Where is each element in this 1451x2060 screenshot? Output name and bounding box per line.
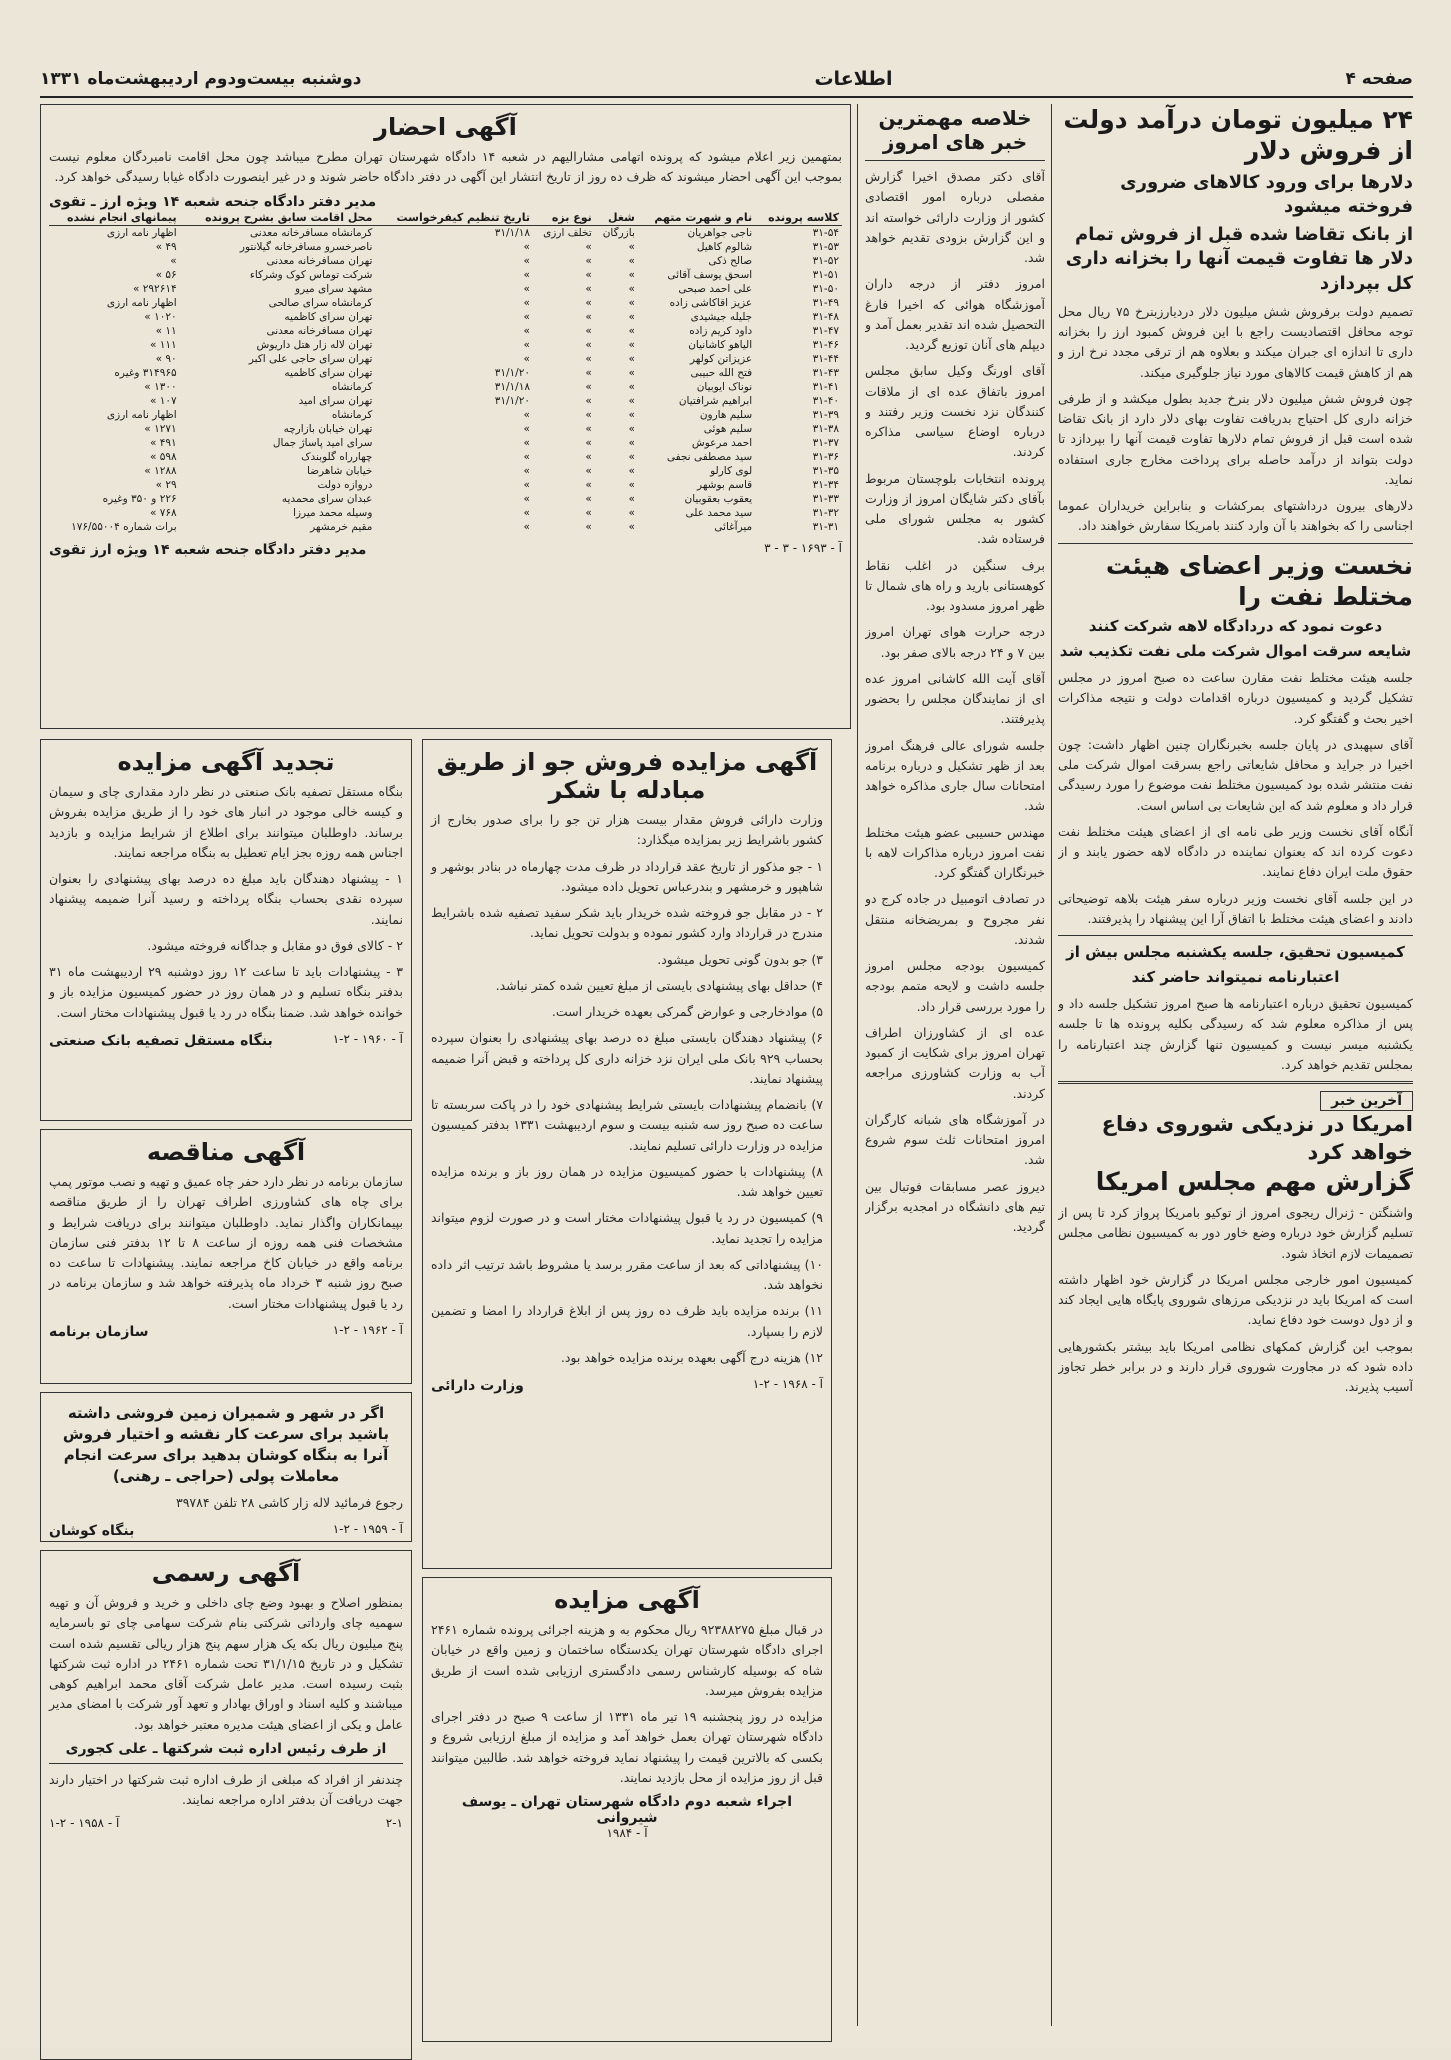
barley-auction-title: آگهی مزایده فروش جو از طریق مبادله با شکر bbox=[436, 748, 818, 804]
table-cell: » bbox=[585, 324, 592, 337]
table-cell: بازرگان bbox=[602, 226, 635, 239]
table-cell: » bbox=[523, 422, 530, 435]
dollar-body: تصمیم دولت برفروش شش میلیون دلار دردیارزبنرخ ۷۵ ریال محل توجه محافل اقتصادیست راجع با این فروش کمبود ارز را بخزانه داری تا اندازه ای جبران میکند و بعلاوه هم از ترقی مجدد نرخ ارز و هم از کاهش قیمت کالاهای مورد نیاز جلوگیری میکند. bbox=[1058, 303, 1413, 380]
table-cell: ۳۱-۴۷ bbox=[812, 324, 839, 337]
table-cell: ۳۱-۳۲ bbox=[812, 506, 839, 519]
table-cell: » bbox=[523, 408, 530, 421]
table-cell: ۳۱-۵۴ bbox=[812, 226, 839, 239]
summons-office-footer: مدیر دفتر دادگاه جنحه شعبه ۱۴ ویژه ارز تقوی bbox=[49, 541, 367, 558]
table-cell: کرمانشاه مسافرخانه معدنی bbox=[250, 226, 373, 239]
official-ad-title: آگهی رسمی bbox=[151, 1559, 301, 1587]
table-cell: لوی کارلو bbox=[710, 464, 753, 477]
tender-ad bbox=[40, 1129, 412, 1384]
summary-item: آقای دکتر مصدق اخیرا گزارش مفصلی درباره امور اقتصادی کشور از وزارت دارائی خواسته اند و این گزارش بزودی تقدیم خواهد شد. bbox=[865, 169, 1045, 265]
latest-body: واشنگتن - ژنرال ریجوی امروز از توکیو بامریکا پرواز کرد تا پس از تسلیم گزارش خود درباره وضع خاور دور به کمیسیون نظامی مجلس تصمیمات لازم اتخاذ شود. bbox=[1058, 1205, 1413, 1261]
table-cell: سلیم هارون bbox=[699, 408, 753, 421]
table-cell: تخلف ارزی bbox=[543, 226, 592, 239]
renewed-auction-clause: ۳ - پیشنهادات باید تا ساعت ۱۲ روز دوشنبه ۲۹ اردیبهشت ماه ۳۱ بدفتر بنگاه تسلیم و در همان روز در حضور کمیسیون مزایده باز و خوانده خواهد شد. ضمنا بنگاه در رد یا قبول پیشنهادات مختار است. bbox=[49, 964, 403, 1020]
oil-body-4: در این جلسه آقای نخست وزیر درباره سفر هیئت بلاهه توضیحاتی دادند و اعضای هیئت مختلط با اتفاق آرا این پیشنهاد را پذیرفتند. bbox=[1058, 890, 1413, 926]
table-cell: فتح الله حبیبی bbox=[690, 366, 753, 379]
table-cell: اسحق یوسف آقائی bbox=[667, 268, 753, 281]
table-cell: ناصرخسرو مسافرخانه گیلانتور bbox=[239, 240, 373, 253]
table-cell: ۳۱/۱/۱۸ bbox=[494, 226, 530, 239]
table-cell: » bbox=[628, 282, 635, 295]
summons-column-header: محل اقامت سابق بشرح پرونده bbox=[180, 210, 376, 226]
table-cell: صالح ذکی bbox=[708, 254, 753, 267]
table-cell: » bbox=[628, 478, 635, 491]
table-row bbox=[49, 492, 842, 506]
table-cell: » bbox=[523, 520, 530, 533]
table-cell: » bbox=[523, 492, 530, 505]
latest-headline: امریکا در نزدیکی شوروی دفاع خواهد کرد bbox=[1101, 1112, 1413, 1164]
table-cell: » bbox=[628, 450, 635, 463]
auction-clause: ۷) بانضمام پیشنهادات بایستی شرایط پیشنهادی خود را در پاکت سربسته تا ساعت ده صبح روز سه شنبه بیست و سوم اردیبهشت ۱۳۳۱ بدفتر کمیسیون مزایده در وزارت دارائی تسلیم نمایند. bbox=[431, 1097, 823, 1153]
table-cell: ۳۱-۵۳ bbox=[812, 240, 839, 253]
summary-item: کمیسیون بودجه مجلس امروز جلسه داشت و لایحه متمم بودجه را مورد بررسی قرار داد. bbox=[865, 958, 1045, 1014]
table-cell: ۳۱-۴۴ bbox=[812, 352, 839, 365]
table-row bbox=[49, 338, 842, 352]
renewed-auction-ref: آ - ۱۹۶۰ - ۲-۱ bbox=[332, 1031, 403, 1046]
table-cell: مقیم خرمشهر bbox=[310, 520, 373, 533]
table-cell: ۳۱-۳۷ bbox=[812, 436, 839, 449]
summons-title: آگهی احضار bbox=[374, 113, 517, 141]
table-cell: » bbox=[628, 324, 635, 337]
table-cell: تهران مسافرخانه معدنی bbox=[266, 324, 373, 337]
table-cell: » bbox=[628, 506, 635, 519]
table-cell: » bbox=[628, 352, 635, 365]
table-cell: اظهار نامه ارزی bbox=[106, 226, 177, 239]
summary-list bbox=[865, 167, 1045, 1237]
column-rule bbox=[857, 104, 858, 2026]
official-ad-code: آ - ۱۹۵۸ - ۲-۱ bbox=[49, 1816, 120, 1831]
table-cell: » bbox=[628, 436, 635, 449]
table-cell: » bbox=[523, 506, 530, 519]
table-cell: ۳۱-۵۰ bbox=[812, 282, 839, 295]
table-cell: » bbox=[585, 464, 592, 477]
summons-column-header: نوع بزه bbox=[533, 210, 595, 226]
property-auction-body-2: مزایده در روز پنجشنبه ۱۹ تیر ماه ۱۳۳۱ از ساعت ۹ صبح در دفتر اجرای دادگاه شهرستان تهران بعمل خواهد آمد و مزایده از مبلغ ارزیابی شروع و بکسی که بالاترین قیمت را پیشنهاد نماید فروخته خواهد شد. طالبین میتوانند قبل از روز مزایده از محل بازدید نمایند. bbox=[431, 1709, 823, 1785]
oil-subhead: دعوت نمود که دردادگاه لاهه شرکت کنند bbox=[1088, 617, 1383, 636]
table-cell: » bbox=[585, 394, 592, 407]
table-row bbox=[49, 282, 842, 296]
table-cell: تهران مسافرخانه معدنی bbox=[266, 254, 373, 267]
table-row bbox=[49, 380, 842, 394]
table-cell: اظهار نامه ارزی bbox=[106, 408, 177, 421]
table-cell: ۳۱-۴۱ bbox=[812, 380, 839, 393]
barley-auction-intro: وزارت دارائی فروش مقدار بیست هزار تن جو را برای صدور بخارج از کشور باشرایط زیر بمزایده میگذارد: bbox=[431, 812, 823, 848]
table-cell: ۳۱/۱/۱۸ bbox=[494, 380, 530, 393]
table-cell: سرای امید پاساژ جمال bbox=[272, 436, 373, 449]
table-cell: » bbox=[585, 422, 592, 435]
table-cell: احمد مرعوش bbox=[691, 436, 753, 449]
table-row bbox=[49, 506, 842, 520]
table-cell: جلیله جیشیدی bbox=[690, 310, 753, 323]
table-cell: » bbox=[523, 352, 530, 365]
tender-title: آگهی مناقصه bbox=[146, 1138, 306, 1166]
table-cell: » bbox=[170, 254, 177, 267]
table-cell: مشهد سرای میرو bbox=[295, 282, 373, 295]
official-ad-ref: ۲-۱ bbox=[385, 1816, 403, 1831]
summons-column-header: کلاسه پرونده bbox=[755, 210, 842, 226]
latest-news-label: آخرین خبر bbox=[1320, 1091, 1413, 1111]
table-cell: » bbox=[585, 380, 592, 393]
commission-body: کمیسیون تحقیق درباره اعتبارنامه ها صبح امروز تشکیل جلسه داد و پس از مذاکره معلوم شد که رسیدگی بکلیه پرونده ها تا جلسه یکشنبه میسر نیست و کمیسیون تنها گزارش چند اعتبارنامه را بمجلس تقدیم خواهد کرد. bbox=[1058, 996, 1413, 1072]
table-cell: سید مصطفی نجفی bbox=[666, 450, 753, 463]
table-cell: ۱۰۲۰ » bbox=[144, 310, 177, 323]
commission-headline: کمیسیون تحقیق، جلسه یکشنبه مجلس بیش از bbox=[1066, 943, 1405, 962]
summary-item: آقای اورنگ وکیل سابق مجلس امروز باتفاق عده ای از ملاقات کنندگان نزد نخست وزیر رفتند و درباره اوضاع سیاسی مذاکره کردند. bbox=[865, 363, 1045, 460]
table-cell: وسیله محمد میرزا bbox=[293, 506, 373, 519]
table-cell: کرمانشاه bbox=[331, 408, 373, 421]
table-cell: ۳۱-۴۶ bbox=[812, 338, 839, 351]
table-row bbox=[49, 352, 842, 366]
summary-item: عده ای از کشاورزان اطراف تهران امروز برای شکایت از کمبود آب به وزارت کشاورزی مراجعه کردند. bbox=[865, 1024, 1045, 1101]
table-cell: ۴۹۱ » bbox=[149, 436, 177, 449]
left-ad-column bbox=[40, 739, 412, 2026]
table-row bbox=[49, 422, 842, 436]
auction-clause: ۱۰) پیشنهاداتی که بعد از ساعت مقرر برسد یا مشروط باشد ترتیب اثر داده نخواهد شد. bbox=[431, 1256, 823, 1292]
table-cell: » bbox=[585, 478, 592, 491]
table-cell: ۳۱۴۹۶۵ وغیره bbox=[114, 366, 177, 379]
summons-table-header bbox=[49, 210, 842, 226]
table-cell: ۳۱-۴۸ bbox=[812, 310, 839, 323]
table-cell: ۳۱-۵۱ bbox=[812, 268, 839, 281]
table-cell: ۱۲۷۱ » bbox=[144, 422, 177, 435]
renewed-auction-clause: ۱ - پیشنهاد دهندگان باید مبلغ ده درصد بهای پیشنهادی را بعنوان سپرده نقدی بحساب بنگاه پرداخته و رسید آنرا ضمیمه پیشنهاد نمایند. bbox=[49, 871, 403, 927]
latest-body-3: بموجب این گزارش کمکهای نظامی امریکا باید بیشتر بکشورهایی داده شود که در مجاورت شوروی قرار دارند و در برابر خطر تجاوز آسیب پذیرند. bbox=[1058, 1338, 1413, 1395]
renewed-auction-clause: ۲ - کالای فوق دو مقابل و جداگانه فروخته میشود. bbox=[147, 937, 403, 953]
oil-body: جلسه هیئت مختلط نفت مقارن ساعت ده صبح امروز در مجلس تشکیل گردید و کمیسیون درباره اقدامات دولت و نتیجه مذاکرات اخیر بحث و گفتگو کرد. bbox=[1058, 670, 1413, 726]
commission-headline-2: اعتبارنامه نمیتواند حاضر کند bbox=[1131, 968, 1340, 987]
table-cell: داود کریم زاده bbox=[689, 324, 753, 337]
table-cell: » bbox=[585, 240, 592, 253]
column-rule bbox=[1051, 104, 1052, 2026]
table-cell: کرمانشاه سرای صالحی bbox=[268, 296, 373, 309]
table-cell: » bbox=[628, 254, 635, 267]
table-cell: » bbox=[628, 394, 635, 407]
table-cell: تهران سرای امید bbox=[298, 394, 373, 407]
table-cell: ابراهیم شرافتیان bbox=[678, 394, 753, 407]
property-auction-title: آگهی مزایده bbox=[554, 1586, 700, 1614]
table-row bbox=[49, 394, 842, 408]
table-cell: ۱۱۱ » bbox=[149, 338, 177, 351]
table-cell: » bbox=[523, 282, 530, 295]
table-cell: ۲۹۲۶۱۴ » bbox=[133, 282, 177, 295]
table-cell: » bbox=[628, 240, 635, 253]
table-cell: » bbox=[585, 268, 592, 281]
table-cell: » bbox=[628, 492, 635, 505]
table-cell: نوناک ایوبیان bbox=[696, 380, 753, 393]
table-cell: » bbox=[523, 268, 530, 281]
summons-column-header: نام و شهرت متهم bbox=[638, 210, 755, 226]
oil-article bbox=[1058, 550, 1413, 930]
auction-clause: ۱۲) هزینه درج آگهی بعهده برنده مزایده خواهد بود. bbox=[560, 1349, 823, 1365]
auction-clause: ۸) پیشنهادات با حضور کمیسیون مزایده در همان روز باز و برنده مزایده تعیین خواهد شد. bbox=[431, 1163, 823, 1199]
official-ad-note: چندنفر از افراد که مبلغی از طرف اداره ثبت شرکتها در اختیار دارند جهت دریافت آن بدفتر اداره مراجعه نمایند. bbox=[49, 1771, 403, 1807]
dollar-body-2: چون فروش شش میلیون دلار بنرخ جدید بطول میکشد و از طرفی خزانه داری کل احتیاج بدریافت تفاوت بهای دلار دارد از بانک تقاضا شده است قبل از فروش تمام دلارها تفاوت قیمت آنها را بپردازد تا دولت بتواند از درآمد حاصله برای پرداخت مخارج جاری استفاده نماید. bbox=[1058, 390, 1413, 487]
table-cell: عزیز اقاکاشی زاده bbox=[669, 296, 753, 309]
table-row bbox=[49, 520, 842, 534]
table-cell: ۹۰ » bbox=[155, 352, 177, 365]
table-cell: » bbox=[628, 520, 635, 533]
table-cell: » bbox=[523, 478, 530, 491]
table-row bbox=[49, 240, 842, 254]
summons-ref: آ - ۱۶۹۳ - ۳ - ۳ bbox=[764, 540, 842, 555]
table-cell: ۳۱-۳۹ bbox=[812, 408, 839, 421]
table-row bbox=[49, 450, 842, 464]
land-ad-ref: آ - ۱۹۵۹ - ۲-۱ bbox=[332, 1522, 403, 1537]
table-cell: خیابان شاهرضا bbox=[306, 464, 373, 477]
table-cell: » bbox=[585, 436, 592, 449]
table-cell: ۳۱-۴۹ bbox=[812, 296, 839, 309]
table-cell: الیاهو کاشانیان bbox=[688, 338, 753, 351]
table-cell: ناجی جواهریان bbox=[687, 226, 753, 239]
table-cell: ۲۲۶ و ۳۵۰ وغیره bbox=[102, 492, 177, 505]
table-cell: ۱۳۰۰ » bbox=[144, 380, 177, 393]
issue-date: دوشنبه بیست‌ودوم اردیبهشت‌ماه ۱۳۳۱ bbox=[40, 69, 362, 89]
table-cell: تهران سرای کاظمیه bbox=[284, 310, 373, 323]
table-row bbox=[49, 324, 842, 338]
renewed-auction-signature: بنگاه مستقل تصفیه بانک صنعتی bbox=[49, 1032, 273, 1049]
summons-column-header: شغل bbox=[595, 210, 638, 226]
commission-article bbox=[1058, 942, 1413, 1075]
table-cell: » bbox=[523, 338, 530, 351]
oil-headline: نخست وزیر اعضای هیئت مختلط نفت را bbox=[1105, 550, 1413, 611]
table-cell: » bbox=[523, 324, 530, 337]
table-cell: » bbox=[523, 254, 530, 267]
table-cell: علی احمد صبحی bbox=[678, 282, 753, 295]
oil-body-2: آقای سپهبدی در پایان جلسه بخبرنگاران چنین اظهار داشت: چون اخیرا در جراید و محافل شایعاتی راجع بسرقت اموال شرکت ملی نفت منتشر شده بود کمیسیون مختلط نفت موضوع را مورد رسیدگی قرار داد و معلوم شد که این شایعات بی اساس است. bbox=[1058, 736, 1413, 813]
table-cell: تهران لاله زار هتل داریوش bbox=[256, 338, 373, 351]
land-ad-title: اگر در شهر و شمیران زمین فروشی داشته باشید برای سرعت کار نقشه و اختیار فروش آنرا به بنگاه کوشان بدهید برای سرعت انجام معاملات پولی (حراجی ـ رهنی) bbox=[62, 1404, 390, 1485]
official-ad bbox=[40, 1550, 412, 2060]
summons-column-header: پیمانهای انجام نشده bbox=[49, 210, 180, 226]
table-cell: » bbox=[585, 296, 592, 309]
table-cell: » bbox=[628, 408, 635, 421]
table-cell: » bbox=[628, 296, 635, 309]
tender-body: سازمان برنامه در نظر دارد حفر چاه عمیق و تهیه و نصب موتور پمپ برای چاه های کشاورزی اطراف تهران را از طریق مناقصه بپیمانکاران واگذار نماید. داوطلبان میتوانند برای دریافت شرایط و مشخصات فنی همه روزه از ساعت ۸ تا ۱۲ بدفتر فنی سازمان برنامه واقع در خیابان کاخ مراجعه نمایند. پیشنهادات تا ساعت ده صبح روز شنبه ۳ خرداد ماه پذیرفته خواهد شد و سازمان برنامه در رد یا قبول پیشنهادات مختار است. bbox=[49, 1174, 403, 1311]
table-cell: ۳۱-۳۳ bbox=[812, 492, 839, 505]
table-cell: کرمانشاه bbox=[331, 380, 373, 393]
page-number: صفحه ۴ bbox=[1345, 69, 1413, 89]
table-cell: » bbox=[523, 450, 530, 463]
table-cell: » bbox=[585, 366, 592, 379]
table-row bbox=[49, 408, 842, 422]
auction-clause: ۱ - جو مذکور از تاریخ عقد قرارداد در ظرف مدت چهارماه در بنادر بوشهر و شاهپور و خرمشهر و بندرعباس تحویل داده میشود. bbox=[431, 858, 823, 894]
land-ad-signature: بنگاه کوشان bbox=[49, 1523, 135, 1540]
property-auction-ref: آ - ۱۹۸۴ bbox=[606, 1826, 648, 1840]
table-cell: » bbox=[585, 408, 592, 421]
auction-clause: ۹) کمیسیون در رد یا قبول پیشنهادات مختار است و در صورت لزوم میتواند مزایده را تجدید نماید. bbox=[431, 1210, 823, 1246]
dollar-body-3: دلارهای بیرون درداشتهای بمرکشات و بنابراین خریداران عموما اجناسی را که بخواهند با آن وارد کنند بامریکا سفارش خواهند داد. bbox=[1058, 498, 1413, 534]
table-cell: ۴۹ » bbox=[155, 240, 177, 253]
table-row bbox=[49, 366, 842, 380]
table-cell: ۳۱-۵۲ bbox=[812, 254, 839, 267]
table-cell: » bbox=[523, 464, 530, 477]
columns bbox=[40, 104, 1413, 2026]
oil-subhead-2: شایعه سرقت اموال شرکت ملی نفت تکذیب شد bbox=[1059, 642, 1412, 661]
property-auction-ad bbox=[422, 1577, 832, 2042]
table-cell: » bbox=[628, 338, 635, 351]
table-cell: » bbox=[628, 422, 635, 435]
table-cell: » bbox=[628, 464, 635, 477]
dollar-article bbox=[1058, 104, 1413, 537]
table-cell: ۳۱/۱/۲۰ bbox=[494, 394, 530, 407]
dollar-subhead-2: از بانک تقاضا شده قبل از فروش تمام دلار ها تفاوت قیمت آنها را بخزانه داری کل بپردازد bbox=[1065, 224, 1413, 294]
table-cell: » bbox=[585, 338, 592, 351]
tender-ref: آ - ۱۹۶۲ - ۲-۱ bbox=[332, 1322, 403, 1337]
land-ad bbox=[40, 1392, 412, 1542]
table-row bbox=[49, 254, 842, 268]
table-cell: ۳۱-۳۵ bbox=[812, 464, 839, 477]
land-ad-body: رجوع فرمائید لاله زار کاشی ۲۸ تلفن ۳۹۷۸۴ bbox=[176, 1495, 403, 1510]
table-cell: » bbox=[585, 450, 592, 463]
table-row bbox=[49, 268, 842, 282]
summary-item: دیروز عصر مسابقات فوتبال بین تیم های دانشگاه در امجدیه برگزار گردید. bbox=[865, 1178, 1045, 1234]
summons-column-header: تاریخ تنظیم کیفرخواست bbox=[375, 210, 533, 226]
table-row bbox=[49, 464, 842, 478]
table-cell: » bbox=[585, 520, 592, 533]
table-cell: تهران سرای کاظمیه bbox=[284, 366, 373, 379]
table-cell: سلیم هوئی bbox=[703, 422, 753, 435]
official-ad-signature: از طرف رئیس اداره ثبت شرکتها ـ علی کجوری bbox=[65, 1740, 387, 1757]
official-ad-body: بمنظور اصلاح و بهبود وضع چای داخلی و خرید و فروش آن و تهیه سهمیه چای وارداتی شرکتی بنام شرکت سهامی چای تو باسرمایه پنج میلیون ریال بکه یک هزار سهم پنج هزار ریالی تقسیم شده است تشکیل و در تاریخ ۳۱/۱/۱۵ تحت شماره ۲۴۶۱ در اداره ثبت شرکتها بثبت رسیده است. مدیر عامل شرکت آقای محمد ابراهیم کوهی میباشند و کلیه اسناد و اوراق بهادار و تعهد آور شرکت با امضای مدیر عامل و یکی از اعضای هیئت مدیره معتبر خواهد بود. bbox=[49, 1595, 403, 1732]
barley-auction-signature: وزارت دارائی bbox=[431, 1378, 524, 1394]
auction-clause: ۴) حداقل بهای پیشنهادی بایستی از مبلغ تعیین شده کمتر نباشد. bbox=[495, 977, 823, 993]
summons-table bbox=[49, 210, 842, 534]
table-row bbox=[49, 478, 842, 492]
table-cell: » bbox=[585, 282, 592, 295]
tender-signature: سازمان برنامه bbox=[49, 1323, 149, 1340]
summary-item: در آموزشگاه های شبانه کارگران امروز امتحانات ثلث سوم شروع شد. bbox=[865, 1111, 1045, 1168]
table-cell: » bbox=[523, 296, 530, 309]
dollar-headline: ۲۴ میلیون تومان درآمد دولت از فروش دلار bbox=[1063, 105, 1413, 166]
summary-item: پرونده انتخابات بلوچستان مربوط بآقای دکتر شایگان امروز از وزارت کشور به مجلس شورای ملی فرستاده شد. bbox=[865, 470, 1045, 547]
auction-clause: ۵) موادخارجی و عوارض گمرکی بعهده خریدار است. bbox=[551, 1004, 823, 1019]
table-cell: سید محمد علی bbox=[685, 506, 753, 519]
summary-item: امروز دفتر از درجه داران آموزشگاه هوائی که اخیرا فارغ التحصیل شده اند تقدیر بعمل آمد و دیپلم های آنان توزیع گردید. bbox=[865, 276, 1045, 352]
table-cell: ۱۱ » bbox=[155, 324, 177, 337]
auction-clause: ۱۱) برنده مزایده باید ظرف ده روز پس از ابلاغ قرارداد را امضا و تضمین لازم را بسپارد. bbox=[431, 1303, 823, 1339]
table-cell: قاسم بوشهر bbox=[697, 478, 753, 491]
table-cell: » bbox=[628, 366, 635, 379]
latest-headline-2: گزارش مهم مجلس امریکا bbox=[1095, 1166, 1413, 1196]
property-auction-signature: اجراء شعبه دوم دادگاه شهرستان تهران ـ یوسف شیروانی bbox=[461, 1794, 793, 1826]
table-cell: ۱۲۸۸ » bbox=[144, 464, 177, 477]
table-cell: ۳۱-۳۴ bbox=[812, 478, 839, 491]
table-cell: ۳۱-۳۱ bbox=[812, 520, 839, 533]
table-cell: ۲۹ » bbox=[155, 478, 177, 491]
summons-office: مدیر دفتر دادگاه جنحه شعبه ۱۴ ویژه ارز ـ تقوی bbox=[49, 193, 377, 210]
table-cell: ۷۶۸ » bbox=[149, 506, 177, 519]
news-column bbox=[1058, 104, 1413, 2026]
table-cell: تهران سرای حاجی علی اکبر bbox=[248, 352, 373, 365]
table-cell: » bbox=[628, 310, 635, 323]
table-cell: » bbox=[523, 436, 530, 449]
barley-auction-ad bbox=[422, 739, 832, 1569]
table-cell: » bbox=[585, 254, 592, 267]
table-cell: برات شماره ۱۷۶/۵۵۰۰۴ bbox=[71, 520, 177, 533]
summons-ad bbox=[40, 104, 851, 729]
renewed-auction-title: تجدید آگهی مزایده bbox=[117, 748, 335, 776]
property-auction-body: در قبال مبلغ ۹۲۳۸۸۲۷۵ ریال محکوم به و هزینه اجرائی پرونده شماره ۲۴۶۱ اجرای دادگاه شهرستان تهران یکدستگاه ساختمان و زمین واقع در خیابان شاه که بوسیله کارشناس رسمی دادگستری ارزیابی شده است از طریق مزایده بفروش میرسد. bbox=[431, 1622, 823, 1698]
dollar-subhead: دلارها برای ورود کالاهای ضروری فروخته میشود bbox=[1120, 171, 1413, 217]
summary-item: در تصادف اتومبیل در جاده کرج دو نفر مجروح و بمریضخانه منتقل شدند. bbox=[865, 891, 1045, 947]
table-cell: ۵۹۸ » bbox=[149, 450, 177, 463]
table-row bbox=[49, 436, 842, 450]
summons-intro: بمتهمین زیر اعلام میشود که پرونده اتهامی مشارالیهم در شعبه ۱۴ دادگاه شهرستان تهران مطرح میباشد چون محل اقامت نامبردگان معلوم نیست بموجب این آگهی احضار میشوند که ظرف ده روز از تاریخ انتشار این آگهی در دفتر دادگاه حاضر شوند و در غیر اینصورت دادگاه غیابا رسیدگی خواهد کرد. bbox=[49, 149, 842, 185]
summary-item: درجه حرارت هوای تهران امروز بین ۷ و ۲۴ درجه بالای صفر بود. bbox=[865, 624, 1045, 660]
table-cell: دروازه دولت bbox=[317, 478, 373, 491]
table-cell: عبدان سرای محمدیه bbox=[281, 492, 373, 505]
middle-ad-column bbox=[422, 739, 832, 2026]
table-cell: » bbox=[628, 268, 635, 281]
latest-news bbox=[1058, 1090, 1413, 1397]
table-cell: ۱۰۷ » bbox=[149, 394, 177, 407]
auction-clause: ۶) پیشنهاد دهندگان بایستی مبلغ ده درصد بهای پیشنهادی را بعنوان سپرده بحساب ۹۲۹ بانک ملی ایران نزد خزانه داری کل پرداخته و قبض آنرا ضمیمه پیشنهاد نمایند. bbox=[431, 1030, 824, 1086]
table-cell: شالوم کاهیل bbox=[696, 240, 753, 253]
table-cell: ۳۱-۴۳ bbox=[812, 366, 839, 379]
table-cell: ۳۱-۳۶ bbox=[812, 450, 839, 463]
barley-auction-ref: آ - ۱۹۶۸ - ۲-۱ bbox=[752, 1377, 823, 1391]
renewed-auction-ad bbox=[40, 739, 412, 1121]
table-cell: » bbox=[523, 310, 530, 323]
masthead bbox=[40, 62, 1413, 98]
table-cell: عزیزاتن کولهر bbox=[689, 352, 753, 365]
table-cell: تهران خیابان بازارچه bbox=[283, 422, 373, 435]
table-cell: شرکت توماس کوک وشرکاء bbox=[249, 268, 373, 281]
table-cell: ۳۱-۳۸ bbox=[812, 422, 839, 435]
auction-clause: ۲ - در مقابل جو فروخته شده خریدار باید شکر سفید تصفیه شده باشرایط مندرج در قرارداد وارد کشور نموده و بدولت تحویل نماید. bbox=[431, 905, 823, 941]
summary-title: خلاصه مهمترین خبر های امروز bbox=[878, 106, 1032, 154]
table-row bbox=[49, 310, 842, 324]
summary-item: مهندس حسیبی عضو هیئت مختلط نفت امروز درباره مذاکرات لاهه با خبرنگاران گفتگو کرد. bbox=[865, 824, 1045, 880]
table-cell: » bbox=[523, 240, 530, 253]
table-cell: یعقوب بعقوبیان bbox=[684, 492, 753, 505]
summary-item: جلسه شورای عالی فرهنگ امروز بعد از ظهر تشکیل و درباره برنامه امتحانات سال جاری مذاکره خواهد شد. bbox=[865, 737, 1045, 814]
table-row bbox=[49, 296, 842, 310]
table-cell: ۵۶ » bbox=[155, 268, 177, 281]
table-cell: » bbox=[628, 380, 635, 393]
table-cell: » bbox=[585, 310, 592, 323]
table-cell: چهارراه گلوبندک bbox=[301, 450, 373, 463]
summary-item: آقای آیت الله کاشانی امروز عده ای از نمایندگان مجلس را بحضور پذیرفتند. bbox=[865, 670, 1045, 727]
latest-body-2: کمیسیون امور خارجی مجلس امریکا در گزارش خود اظهار داشته است که امریکا باید در نزدیکی مرزهای شوروی پایگاه هایی ایجاد کند و از دول دوست خود دفاع نماید. bbox=[1058, 1271, 1413, 1328]
table-cell: میرآغائی bbox=[714, 520, 753, 533]
table-cell: اظهار نامه ارزی bbox=[106, 296, 177, 309]
table-cell: » bbox=[585, 352, 592, 365]
table-cell: » bbox=[585, 492, 592, 505]
table-cell: » bbox=[585, 506, 592, 519]
table-cell: ۳۱/۱/۲۰ bbox=[494, 366, 530, 379]
newspaper-name: اطلاعات bbox=[814, 68, 893, 90]
auction-clause: ۳) جو بدون گونی تحویل میشود. bbox=[657, 951, 823, 967]
table-row bbox=[49, 225, 842, 240]
barley-auction-clauses bbox=[431, 857, 823, 1369]
summary-column bbox=[865, 104, 1045, 2026]
renewed-auction-body: بنگاه مستقل تصفیه بانک صنعتی در نظر دارد مقداری چای و سیمان و کیسه خالی موجود در انبار های خود را از طریق مزایده بفروش برساند. داوطلبان میتوانند برای اطلاع از شرایط مزایده و بازدید اجناس همه روزه بجز ایام تعطیل به بنگاه مراجعه نمایند. bbox=[49, 784, 403, 860]
table-cell: ۳۱-۴۰ bbox=[812, 394, 839, 407]
summary-item: برف سنگین در اغلب نقاط کوهستانی بارید و راه های شمال تا ظهر امروز مسدود بود. bbox=[865, 557, 1045, 613]
oil-body-3: آنگاه آقای نخست وزیر طی نامه ای از اعضای هیئت مختلط نفت دعوت کرده اند که بعنوان نماینده در دادگاه لاهه حضور یابند و از حقوق ملت ایران دفاع نمایند. bbox=[1058, 823, 1413, 880]
